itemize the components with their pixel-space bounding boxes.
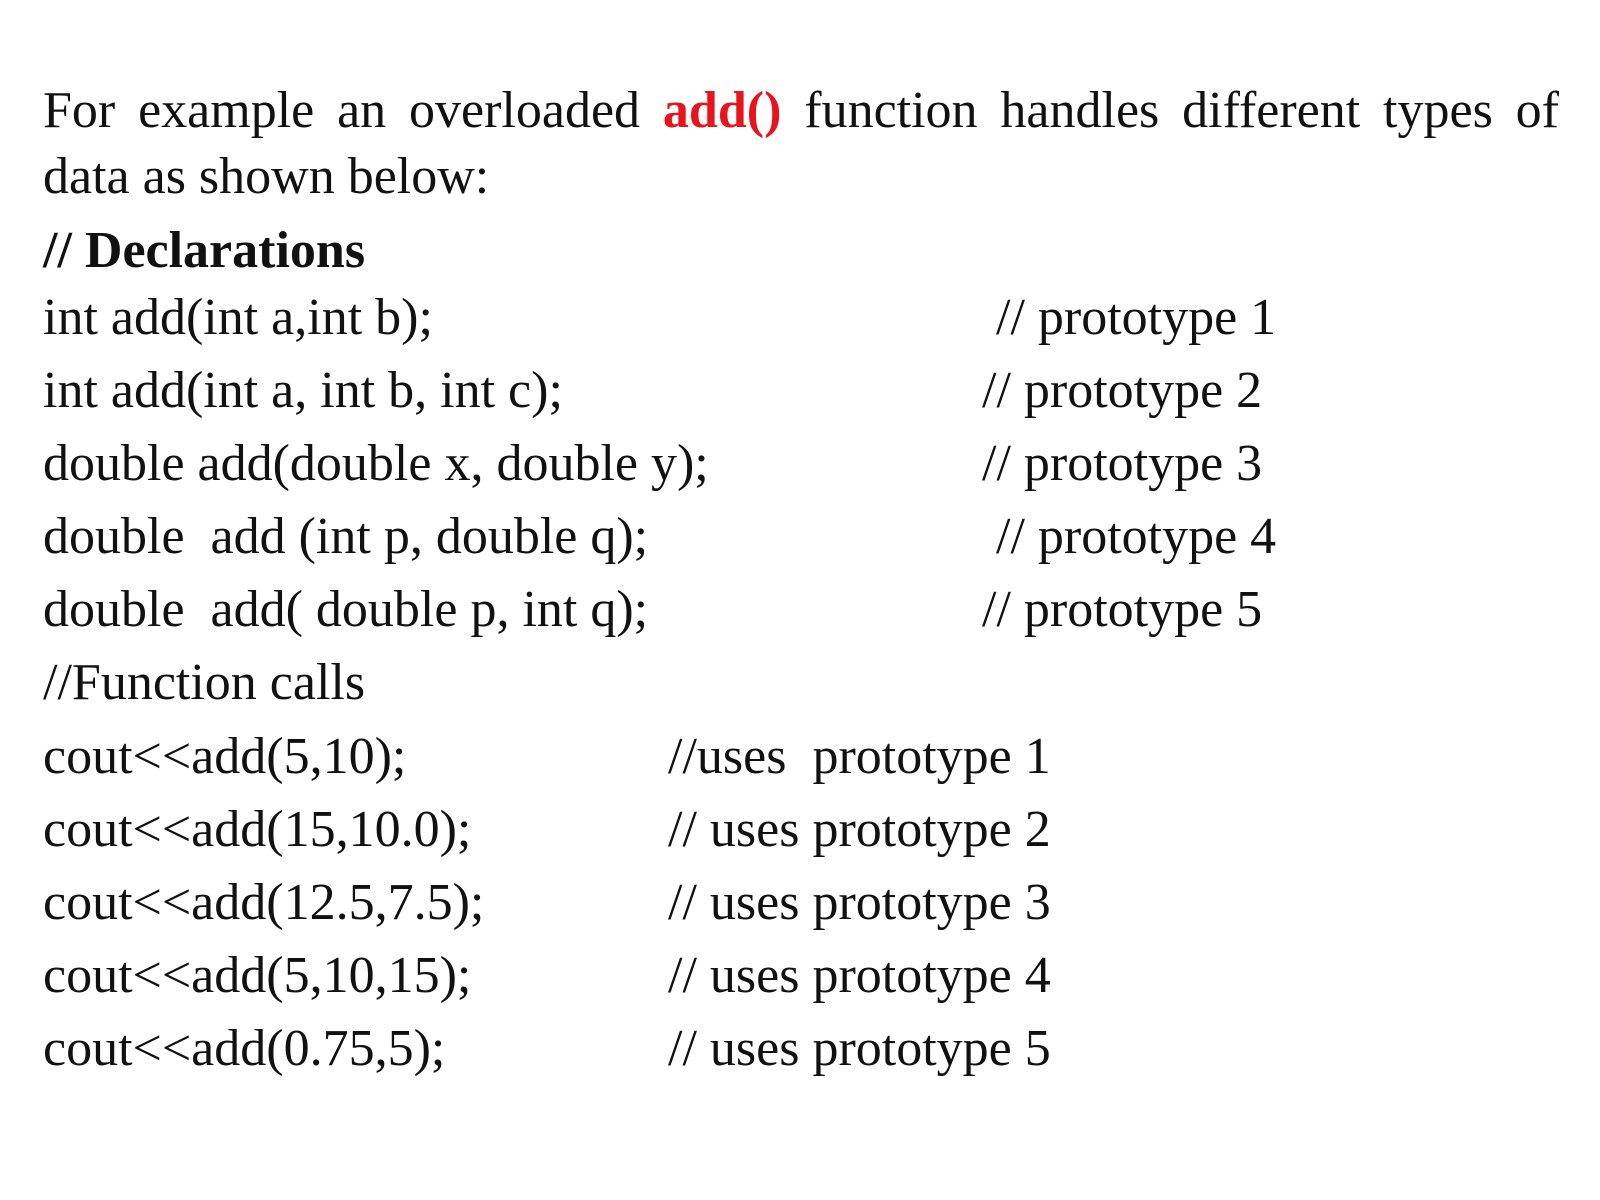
- call-code-1: cout<<add(5,10);: [43, 728, 407, 785]
- declaration-code-5: double add( double p, int q);: [43, 581, 649, 638]
- declaration-code-3: double add(double x, double y);: [43, 435, 709, 492]
- calls-heading: //Function calls: [43, 654, 366, 711]
- call-comment-4: // uses prototype 4: [668, 947, 1051, 1004]
- call-code-5: cout<<add(0.75,5);: [43, 1020, 446, 1077]
- intro-text-before: For example an overloaded: [43, 82, 663, 139]
- declaration-code-1: int add(int a,int b);: [43, 289, 433, 346]
- declaration-comment-2: // prototype 2: [982, 362, 1263, 419]
- call-comment-2: // uses prototype 2: [668, 801, 1051, 858]
- declaration-comment-4: // prototype 4: [996, 508, 1277, 565]
- declaration-code-2: int add(int a, int b, int c);: [43, 362, 563, 419]
- declarations-heading: // Declarations: [43, 222, 366, 279]
- intro-text-after: function handles different types of data as shown below:: [43, 82, 1559, 205]
- intro-keyword: add(): [662, 82, 782, 139]
- call-comment-3: // uses prototype 3: [668, 874, 1051, 931]
- call-code-2: cout<<add(15,10.0);: [43, 801, 472, 858]
- call-comment-5: // uses prototype 5: [668, 1020, 1051, 1077]
- call-comment-1: //uses prototype 1: [668, 728, 1051, 785]
- declaration-comment-5: // prototype 5: [982, 581, 1263, 638]
- intro-paragraph: [43, 78, 1559, 210]
- call-code-3: cout<<add(12.5,7.5);: [43, 874, 485, 931]
- declaration-comment-3: // prototype 3: [982, 435, 1263, 492]
- declaration-comment-1: // prototype 1: [996, 289, 1277, 346]
- declaration-code-4: double add (int p, double q);: [43, 508, 649, 565]
- call-code-4: cout<<add(5,10,15);: [43, 947, 472, 1004]
